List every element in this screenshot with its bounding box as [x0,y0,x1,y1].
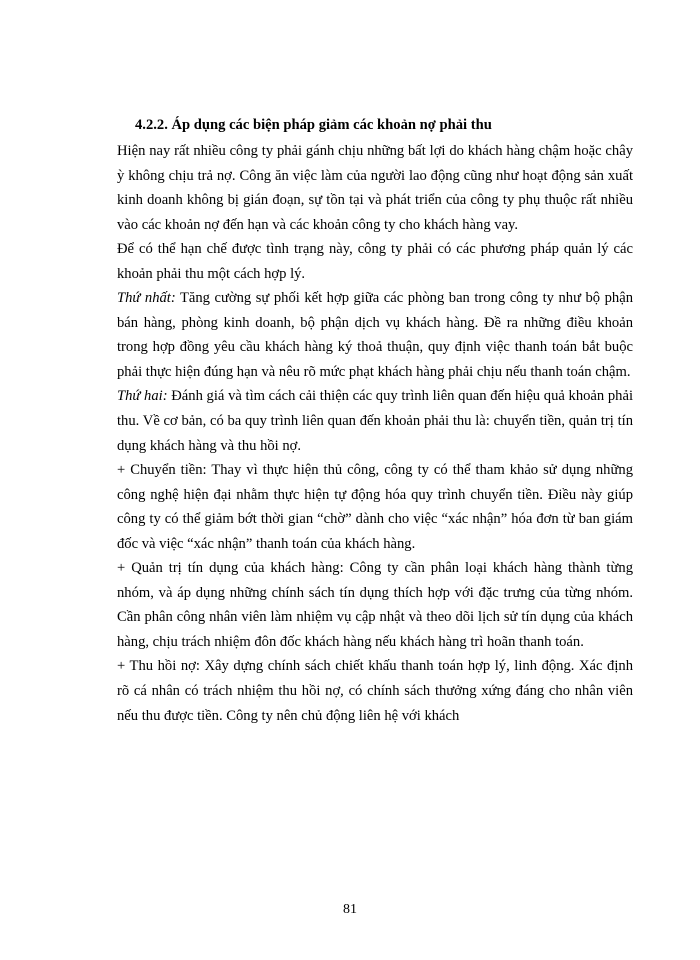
paragraph-method: Để có thể hạn chế được tình trạng này, công ty phải có các phương pháp quản lý các khoản phải thu một cách hợp lý. [117,241,633,282]
section-heading: 4.2.2. Áp dụng các biện pháp giảm các khoản nợ phải thu [135,117,492,133]
page-number: 81 [343,902,357,917]
document-page [117,113,633,728]
paragraph-money-transfer: + Chuyển tiền: Thay vì thực hiện thủ công, công ty có thể tham khảo sử dụng những công nghệ hiện đại nhằm thực hiện tự động hóa quy trình chuyển tiền. Điều này giúp công ty có thể giảm bớt thời gian “chờ” dành cho việc “xác nhận” hóa đơn từ ban giám đốc và việc “xác nhận” thanh toán của khách hàng. [117,462,633,552]
paragraph-first-measure [117,286,633,384]
second-measure-text: Đánh giá và tìm cách cải thiện các quy trình liên quan đến hiệu quả khoản phải thu. Về cơ bản, có ba quy trình liên quan đến khoản phải thu là: chuyển tiền, quản trị tín dụng khách hàng và thu hồi nợ. [117,388,634,454]
paragraph-second-measure [117,384,633,458]
second-measure-lead: Thứ hai: [117,388,168,405]
first-measure-lead: Thứ nhất: [117,290,176,307]
paragraph-intro: Hiện nay rất nhiều công ty phải gánh chịu những bất lợi do khách hàng chậm hoặc chây ỳ không chịu trả nợ. Công ăn việc làm của người lao động cũng như hoạt động sản xuất kinh doanh không bị gián đoạn, sự tồn tại và phát triển của công ty phụ thuộc rất nhiều vào các khoản nợ đến hạn và các khoản công ty cho khách hàng vay. [117,143,633,233]
first-measure-text: Tăng cường sự phối kết hợp giữa các phòng ban trong công ty như bộ phận bán hàng, phòng kinh doanh, bộ phận dịch vụ khách hàng. Đề ra những điều khoản trong hợp đồng yêu cầu khách hàng ký thoả thuận, quy định việc thanh toán bắt buộc phải thực hiện đúng hạn và nêu rõ mức phạt khách hàng phải chịu nếu thanh toán chậm. [117,290,634,380]
paragraph-credit-management: + Quản trị tín dụng của khách hàng: Công ty cần phân loại khách hàng thành từng nhóm, và áp dụng những chính sách tín dụng thích hợp với đặc trưng của từng nhóm. Cần phân công nhân viên làm nhiệm vụ cập nhật và theo dõi lịch sử tín dụng của khách hàng, chịu trách nhiệm đôn đốc khách hàng nếu khách hàng trì hoãn thanh toán. [117,560,633,650]
paragraph-debt-collection: + Thu hồi nợ: Xây dựng chính sách chiết khấu thanh toán hợp lý, linh động. Xác định rõ cá nhân có trách nhiệm thu hồi nợ, có chính sách thưởng xứng đáng cho nhân viên nếu thu được tiền. Công ty nên chủ động liên hệ với khách [117,658,633,724]
